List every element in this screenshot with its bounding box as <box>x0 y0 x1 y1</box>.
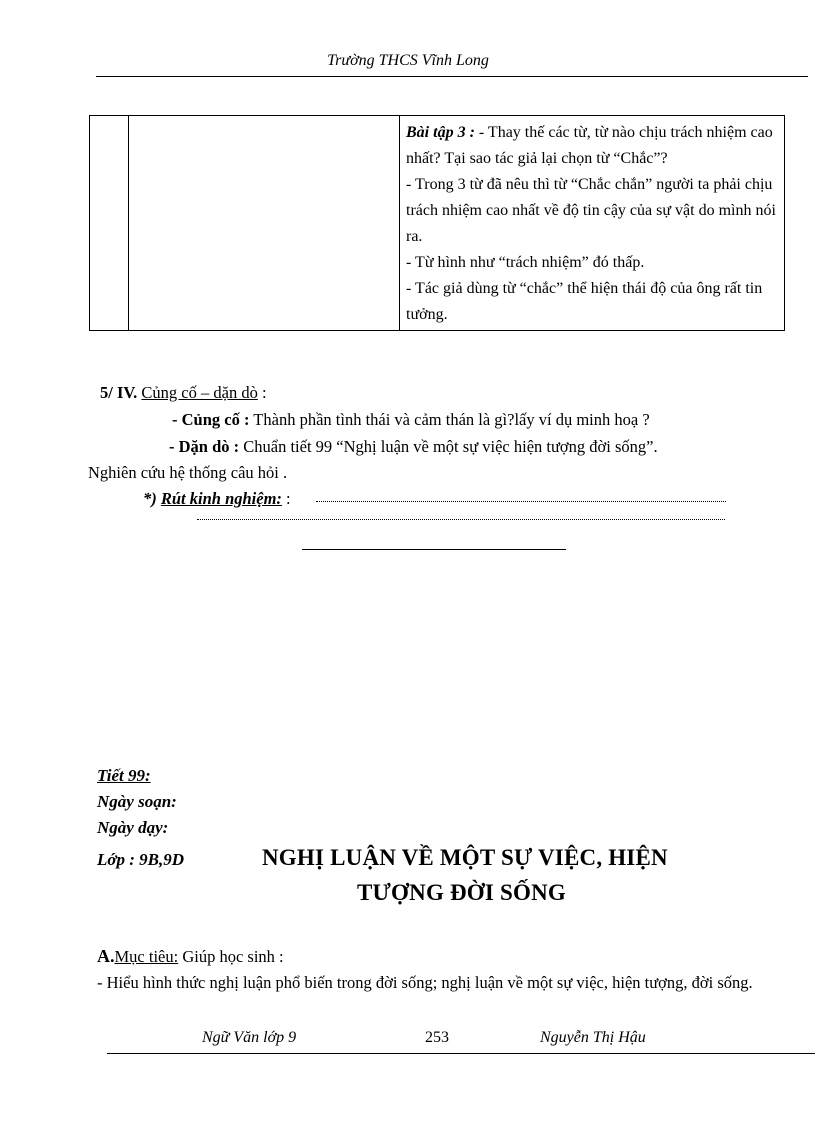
dotted-line-1 <box>316 501 726 502</box>
objective-item-1: - Hiểu hình thức nghị luận phổ biến trong đời sống; nghị luận về một sự việc, hiện tượng, đời sống. <box>97 973 753 992</box>
section-heading: Củng cố – dặn dò <box>141 383 258 402</box>
rut-kinh-nghiem-label: Rút kinh nghiệm: <box>160 489 282 508</box>
footer-author: Nguyễn Thị Hậu <box>540 1029 646 1046</box>
exercise-line-2: - Trong 3 từ đã nêu thì từ “Chắc chắn” người ta phải chịu trách nhiệm cao nhất về độ tin cậy của sự vật do mình nói ra. <box>406 176 776 245</box>
exercise-label: Bài tập 3 : <box>406 124 475 141</box>
footer-page-number: 253 <box>425 1029 449 1046</box>
footer-subject: Ngữ Văn lớp 9 <box>202 1029 297 1046</box>
lesson-title-line-2: TƯỢNG ĐỜI SỐNG <box>357 880 566 905</box>
exercise-line-3: - Từ hình như “trách nhiệm” đó thấp. <box>406 254 645 271</box>
objectives-prefix: A. <box>97 946 115 966</box>
dan-do-continuation: Nghiên cứu hệ thống câu hỏi . <box>88 463 288 482</box>
section-iv-heading <box>100 380 267 405</box>
rut-kinh-nghiem-line <box>143 486 291 511</box>
cung-co-label: - Củng cố : <box>172 410 250 429</box>
header-school-name: Trường THCS Vĩnh Long <box>327 52 489 69</box>
rut-kinh-nghiem-prefix: *) <box>143 489 161 508</box>
dan-do-text: Chuẩn tiết 99 “Nghị luận về một sự việc hiện tượng đời sống”. <box>239 437 658 456</box>
separator-rule <box>302 549 566 550</box>
objectives-heading <box>97 944 284 969</box>
exercise-table <box>89 115 785 331</box>
dan-do-line <box>169 434 658 459</box>
lesson-class: Lớp : 9B,9D <box>97 850 185 869</box>
lesson-period: Tiết 99: <box>97 766 151 785</box>
dan-do-label: - Dặn dò : <box>169 437 240 456</box>
lesson-prep-date: Ngày soạn: <box>97 792 177 811</box>
objectives-label: Mục tiêu: <box>114 947 179 966</box>
exercise-cell <box>400 116 785 331</box>
section-number: 5/ IV. <box>100 383 138 402</box>
header-rule <box>96 76 808 77</box>
lesson-teach-date: Ngày dạy: <box>97 818 169 837</box>
table-cell-empty-2 <box>129 116 400 331</box>
section-colon: : <box>257 383 267 402</box>
dotted-line-2 <box>197 519 725 520</box>
exercise-line-4: - Tác giả dùng từ “chắc” thể hiện thái độ của ông rất tin tưởng. <box>406 280 763 323</box>
exercise-line-1 <box>406 120 780 172</box>
cung-co-text: Thành phần tình thái và cảm thán là gì?lấy ví dụ minh hoạ ? <box>249 410 650 429</box>
exercise-text: - Thay thế các từ, từ nào chịu trách nhiệm cao nhất? Tại sao tác giả lại chọn từ “Chắc”? <box>406 124 773 167</box>
table-cell-empty-1 <box>90 116 129 331</box>
objectives-intro: Giúp học sinh : <box>178 947 284 966</box>
cung-co-line <box>172 407 650 432</box>
footer-rule <box>107 1053 815 1054</box>
lesson-title-line-1: NGHỊ LUẬN VỀ MỘT SỰ VIỆC, HIỆN <box>262 845 668 870</box>
rut-kinh-nghiem-colon: : <box>281 489 291 508</box>
